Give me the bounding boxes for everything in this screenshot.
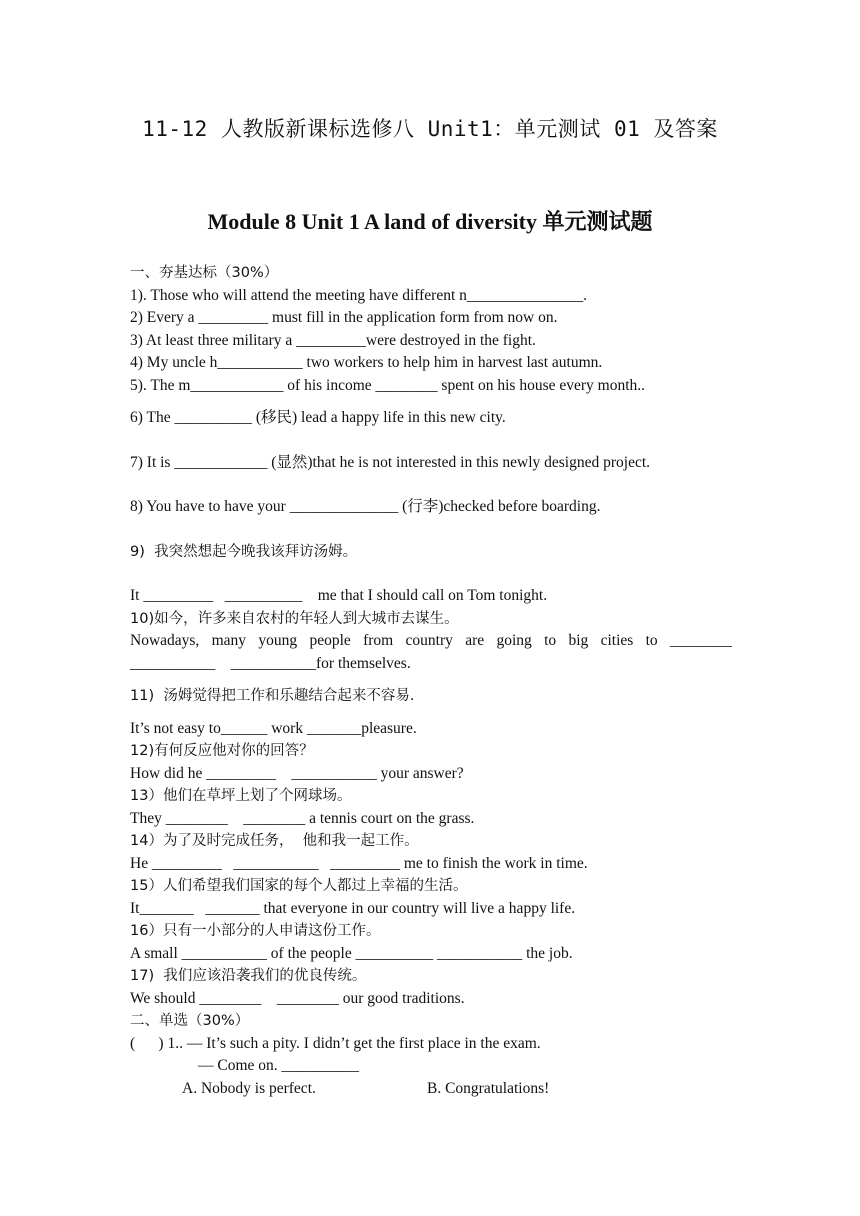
section-heading: 二、单选（30%） (130, 1013, 250, 1029)
question-12-english: How did he _________ ___________ your answer? (130, 764, 464, 782)
mcq-1-stem: ( ) 1.. — It’s such a pity. I didn’t get the first place in the exam. (130, 1034, 541, 1052)
question-11-chinese: 11) 汤姆觉得把工作和乐趣结合起来不容易. (130, 688, 415, 704)
test-subtitle: Module 8 Unit 1 A land of diversity 单元测试题 (207, 209, 653, 234)
question-8: 8) You have to have your ______________ (行李)checked before boarding. (130, 498, 601, 515)
test-content (130, 262, 732, 1100)
question-14-chinese: 14）为了及时完成任务， 他和我一起工作。 (130, 833, 419, 849)
question-13-english: They ________ ________ a tennis court on the grass. (130, 809, 475, 827)
question-13-chinese: 13）他们在草坪上划了个网球场。 (130, 788, 352, 804)
mcq-1-option-b: B. Congratulations! (427, 1079, 550, 1097)
mcq-1-option-a: A. Nobody is perfect. (182, 1079, 316, 1097)
question-2: 2) Every a _________ must fill in the application form from now on. (130, 309, 558, 326)
question-3: 3) At least three military a _________were destroyed in the fight. (130, 331, 536, 349)
question-9-chinese: 9) 我突然想起今晚我该拜访汤姆。 (130, 543, 358, 560)
question-9-english: It _________ __________ me that I should call on Tom tonight. (130, 587, 548, 604)
question-16-chinese: 16）只有一小部分的人申请这份工作。 (130, 923, 381, 939)
question-10-chinese: 10)如今，许多来自农村的年轻人到大城市去谋生。 (130, 610, 459, 627)
section-heading: 一、夯基达标（30%） (130, 265, 279, 281)
question-15-chinese: 15）人们希望我们国家的每个人都过上幸福的生活。 (130, 878, 468, 894)
question-4: 4) My uncle h___________ two workers to help him in harvest last autumn. (130, 354, 603, 371)
question-16-english: A small ___________ of the people __________ ___________ the job. (130, 944, 573, 962)
question-5: 5). The m____________ of his income ________ spent on his house every month.. (130, 376, 646, 394)
question-1: 1). Those who will attend the meeting have different n_______________. (130, 286, 588, 304)
question-15-english: It_______ _______ that everyone in our country will live a happy life. (130, 899, 576, 917)
mcq-1-reply: — Come on. __________ (198, 1057, 360, 1074)
mcq-1-options (130, 1078, 732, 1101)
question-10-english-line2: ___________ ___________for themselves. (130, 654, 411, 672)
question-7: 7) It is ____________ (显然)that he is not interested in this newly designed project. (130, 453, 651, 471)
question-11-english: It’s not easy to______ work _______pleasure. (130, 719, 417, 737)
question-6: 6) The __________ (移民) lead a happy life in this new city. (130, 409, 506, 426)
question-10-english-line1: Nowadays, many young people from country are going to big cities to ________ (130, 632, 732, 649)
question-12-chinese: 12)有何反应他对你的回答？ (130, 743, 314, 759)
question-17-english: We should ________ ________ our good traditions. (130, 989, 465, 1007)
question-17-chinese: 17) 我们应该沿袭我们的优良传统。 (130, 968, 367, 984)
question-14-english: He _________ ___________ _________ me to finish the work in time. (130, 854, 588, 872)
document-title: 11-12 人教版新课标选修八 Unit1：单元测试 01 及答案 (142, 117, 718, 141)
